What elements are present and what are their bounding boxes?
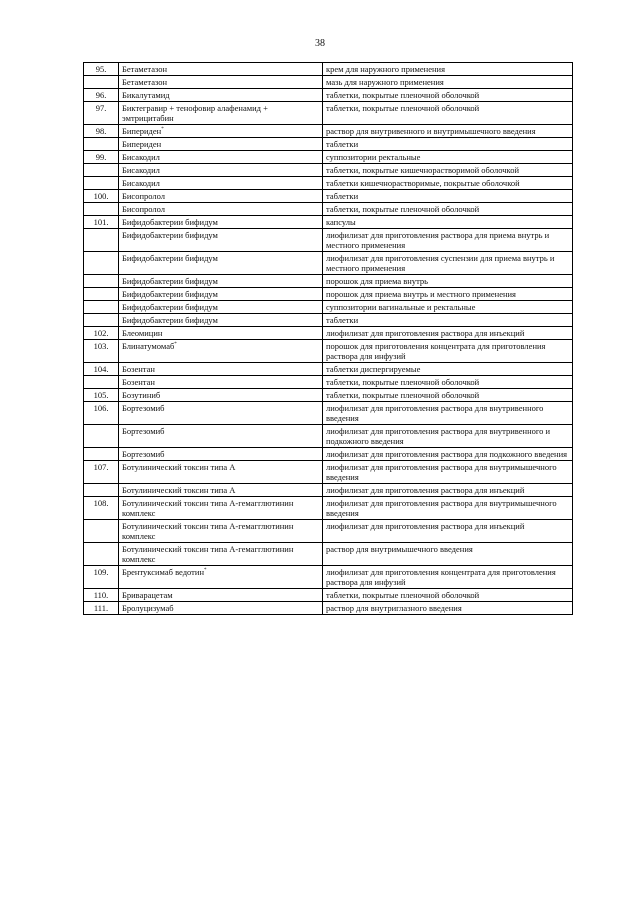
dosage-form: лиофилизат для приготовления раствора для инъекций — [323, 520, 573, 543]
dosage-form: лиофилизат для приготовления раствора для подкожного введения — [323, 448, 573, 461]
drug-name: Бифидобактерии бифидум — [122, 302, 218, 312]
drug-name-cell — [119, 327, 323, 340]
drug-name-cell — [119, 376, 323, 389]
dosage-form: таблетки кишечнорастворимые, покрытые оболочкой — [323, 177, 573, 190]
row-number — [84, 76, 119, 89]
dosage-form: таблетки — [323, 190, 573, 203]
row-number: 105. — [84, 389, 119, 402]
table-row — [84, 177, 573, 190]
dosage-form: таблетки, покрытые пленочной оболочкой — [323, 589, 573, 602]
dosage-form: таблетки — [323, 314, 573, 327]
row-number — [84, 543, 119, 566]
drug-name: Ботулинический токсин типа А-гемагглютинин комплекс — [122, 498, 294, 518]
table-row — [84, 314, 573, 327]
row-number — [84, 288, 119, 301]
table-row — [84, 327, 573, 340]
dosage-form: порошок для приема внутрь — [323, 275, 573, 288]
row-number — [84, 376, 119, 389]
drug-name: Блинатумомаб — [122, 341, 175, 351]
drug-name-cell — [119, 216, 323, 229]
dosage-form: таблетки, покрытые пленочной оболочкой — [323, 376, 573, 389]
drug-name: Ботулинический токсин типа А — [122, 485, 236, 495]
drug-name-cell — [119, 497, 323, 520]
table-row — [84, 102, 573, 125]
dosage-form: порошок для приготовления концентрата для приготовления раствора для инфузий — [323, 340, 573, 363]
row-number — [84, 229, 119, 252]
footnote-mark: * — [204, 568, 207, 574]
drug-name-cell — [119, 63, 323, 76]
row-number: 96. — [84, 89, 119, 102]
row-number — [84, 520, 119, 543]
drug-name-cell — [119, 288, 323, 301]
table-row — [84, 76, 573, 89]
drug-name-cell — [119, 138, 323, 151]
dosage-form: суппозитории ректальные — [323, 151, 573, 164]
row-number — [84, 448, 119, 461]
dosage-form: таблетки, покрытые кишечнорастворимой оболочкой — [323, 164, 573, 177]
table-row — [84, 216, 573, 229]
row-number: 95. — [84, 63, 119, 76]
table-row — [84, 125, 573, 138]
table-row — [84, 138, 573, 151]
row-number: 103. — [84, 340, 119, 363]
medication-table-body — [84, 63, 573, 615]
table-row — [84, 190, 573, 203]
row-number: 98. — [84, 125, 119, 138]
row-number — [84, 203, 119, 216]
row-number: 109. — [84, 566, 119, 589]
row-number — [84, 484, 119, 497]
drug-name: Бетаметазон — [122, 77, 168, 87]
drug-name-cell — [119, 301, 323, 314]
dosage-form: лиофилизат для приготовления раствора для приема внутрь и местного применения — [323, 229, 573, 252]
drug-name-cell — [119, 602, 323, 615]
row-number — [84, 177, 119, 190]
dosage-form: лиофилизат для приготовления раствора для внутримышечного введения — [323, 497, 573, 520]
table-row — [84, 340, 573, 363]
drug-name: Ботулинический токсин типа А-гемагглютинин комплекс — [122, 521, 294, 541]
dosage-form: лиофилизат для приготовления концентрата для приготовления раствора для инфузий — [323, 566, 573, 589]
dosage-form: лиофилизат для приготовления раствора для инъекций — [323, 484, 573, 497]
drug-name: Бетаметазон — [122, 64, 168, 74]
drug-name: Бифидобактерии бифидум — [122, 253, 218, 263]
table-row — [84, 301, 573, 314]
table-row — [84, 275, 573, 288]
drug-name: Бисакодил — [122, 152, 160, 162]
drug-name: Ботулинический токсин типа А — [122, 462, 236, 472]
row-number: 104. — [84, 363, 119, 376]
dosage-form: таблетки, покрытые пленочной оболочкой — [323, 389, 573, 402]
drug-name-cell — [119, 461, 323, 484]
drug-name-cell — [119, 484, 323, 497]
footnote-mark: * — [174, 342, 177, 348]
drug-name-cell — [119, 102, 323, 125]
dosage-form: раствор для внутримышечного введения — [323, 543, 573, 566]
row-number: 101. — [84, 216, 119, 229]
table-row — [84, 425, 573, 448]
drug-name: Бозентан — [122, 364, 155, 374]
dosage-form: лиофилизат для приготовления раствора для внутримышечного введения — [323, 461, 573, 484]
drug-name: Бисопролол — [122, 204, 166, 214]
drug-name-cell — [119, 151, 323, 164]
table-row — [84, 151, 573, 164]
drug-name-cell — [119, 543, 323, 566]
row-number: 102. — [84, 327, 119, 340]
drug-name: Бипериден — [122, 126, 162, 136]
drug-name: Бифидобактерии бифидум — [122, 289, 218, 299]
row-number: 111. — [84, 602, 119, 615]
row-number: 106. — [84, 402, 119, 425]
drug-name: Бифидобактерии бифидум — [122, 315, 218, 325]
dosage-form: мазь для наружного применения — [323, 76, 573, 89]
table-row — [84, 389, 573, 402]
drug-name: Ботулинический токсин типа А-гемагглютинин комплекс — [122, 544, 294, 564]
drug-name-cell — [119, 275, 323, 288]
row-number: 107. — [84, 461, 119, 484]
table-row — [84, 484, 573, 497]
table-row — [84, 363, 573, 376]
drug-name: Бозентан — [122, 377, 155, 387]
drug-name: Бипериден — [122, 139, 162, 149]
dosage-form: раствор для внутриглазного введения — [323, 602, 573, 615]
drug-name: Бортезомиб — [122, 426, 165, 436]
row-number — [84, 138, 119, 151]
table-row — [84, 252, 573, 275]
table-row — [84, 89, 573, 102]
drug-name-cell — [119, 164, 323, 177]
page-number: 38 — [315, 38, 325, 49]
dosage-form: лиофилизат для приготовления раствора для инъекций — [323, 327, 573, 340]
medication-table — [83, 62, 573, 615]
dosage-form: лиофилизат для приготовления суспензии для приема внутрь и местного применения — [323, 252, 573, 275]
drug-name: Бролуцизумаб — [122, 603, 174, 613]
drug-name-cell — [119, 589, 323, 602]
dosage-form: таблетки, покрытые пленочной оболочкой — [323, 89, 573, 102]
dosage-form: порошок для приема внутрь и местного применения — [323, 288, 573, 301]
row-number — [84, 314, 119, 327]
dosage-form: суппозитории вагинальные и ректальные — [323, 301, 573, 314]
row-number: 110. — [84, 589, 119, 602]
row-number: 97. — [84, 102, 119, 125]
table-row — [84, 402, 573, 425]
row-number — [84, 275, 119, 288]
table-row — [84, 543, 573, 566]
table-row — [84, 164, 573, 177]
row-number: 108. — [84, 497, 119, 520]
row-number — [84, 164, 119, 177]
dosage-form: лиофилизат для приготовления раствора для внутривенного и подкожного введения — [323, 425, 573, 448]
drug-name: Бозутиниб — [122, 390, 161, 400]
drug-name-cell — [119, 252, 323, 275]
dosage-form: таблетки — [323, 138, 573, 151]
drug-name: Бисакодил — [122, 178, 160, 188]
drug-name-cell — [119, 566, 323, 589]
dosage-form: раствор для внутривенного и внутримышечного введения — [323, 125, 573, 138]
footnote-mark: * — [161, 127, 164, 133]
drug-name-cell — [119, 520, 323, 543]
table-row — [84, 288, 573, 301]
dosage-form: таблетки, покрытые пленочной оболочкой — [323, 203, 573, 216]
drug-name: Бриварацетам — [122, 590, 173, 600]
drug-name: Брентуксимаб ведотин — [122, 567, 204, 577]
table-row — [84, 602, 573, 615]
drug-name-cell — [119, 190, 323, 203]
drug-name-cell — [119, 425, 323, 448]
drug-name: Бифидобактерии бифидум — [122, 230, 218, 240]
drug-name: Бортезомиб — [122, 403, 165, 413]
dosage-form: лиофилизат для приготовления раствора для внутривенного введения — [323, 402, 573, 425]
table-row — [84, 520, 573, 543]
drug-name: Бифидобактерии бифидум — [122, 217, 218, 227]
row-number — [84, 252, 119, 275]
dosage-form: крем для наружного применения — [323, 63, 573, 76]
drug-name: Бикалутамид — [122, 90, 170, 100]
table-row — [84, 203, 573, 216]
drug-name: Бисакодил — [122, 165, 160, 175]
drug-name-cell — [119, 363, 323, 376]
drug-name-cell — [119, 402, 323, 425]
row-number — [84, 425, 119, 448]
drug-name: Блеомицин — [122, 328, 163, 338]
drug-name-cell — [119, 314, 323, 327]
drug-name: Бисопролол — [122, 191, 166, 201]
row-number: 100. — [84, 190, 119, 203]
drug-name-cell — [119, 89, 323, 102]
table-row — [84, 461, 573, 484]
table-row — [84, 229, 573, 252]
drug-name-cell — [119, 340, 323, 363]
drug-name: Бифидобактерии бифидум — [122, 276, 218, 286]
table-row — [84, 376, 573, 389]
drug-name-cell — [119, 177, 323, 190]
table-row — [84, 448, 573, 461]
dosage-form: таблетки, покрытые пленочной оболочкой — [323, 102, 573, 125]
table-row — [84, 566, 573, 589]
row-number: 99. — [84, 151, 119, 164]
table-row — [84, 497, 573, 520]
drug-name: Бортезомиб — [122, 449, 165, 459]
drug-name-cell — [119, 125, 323, 138]
drug-name-cell — [119, 76, 323, 89]
drug-name-cell — [119, 203, 323, 216]
drug-name-cell — [119, 389, 323, 402]
table-row — [84, 589, 573, 602]
drug-name-cell — [119, 448, 323, 461]
row-number — [84, 301, 119, 314]
table-row — [84, 63, 573, 76]
drug-name-cell — [119, 229, 323, 252]
drug-name: Биктегравир + тенофовир алафенамид + эмтрицитабин — [122, 103, 268, 123]
dosage-form: капсулы — [323, 216, 573, 229]
dosage-form: таблетки диспергируемые — [323, 363, 573, 376]
